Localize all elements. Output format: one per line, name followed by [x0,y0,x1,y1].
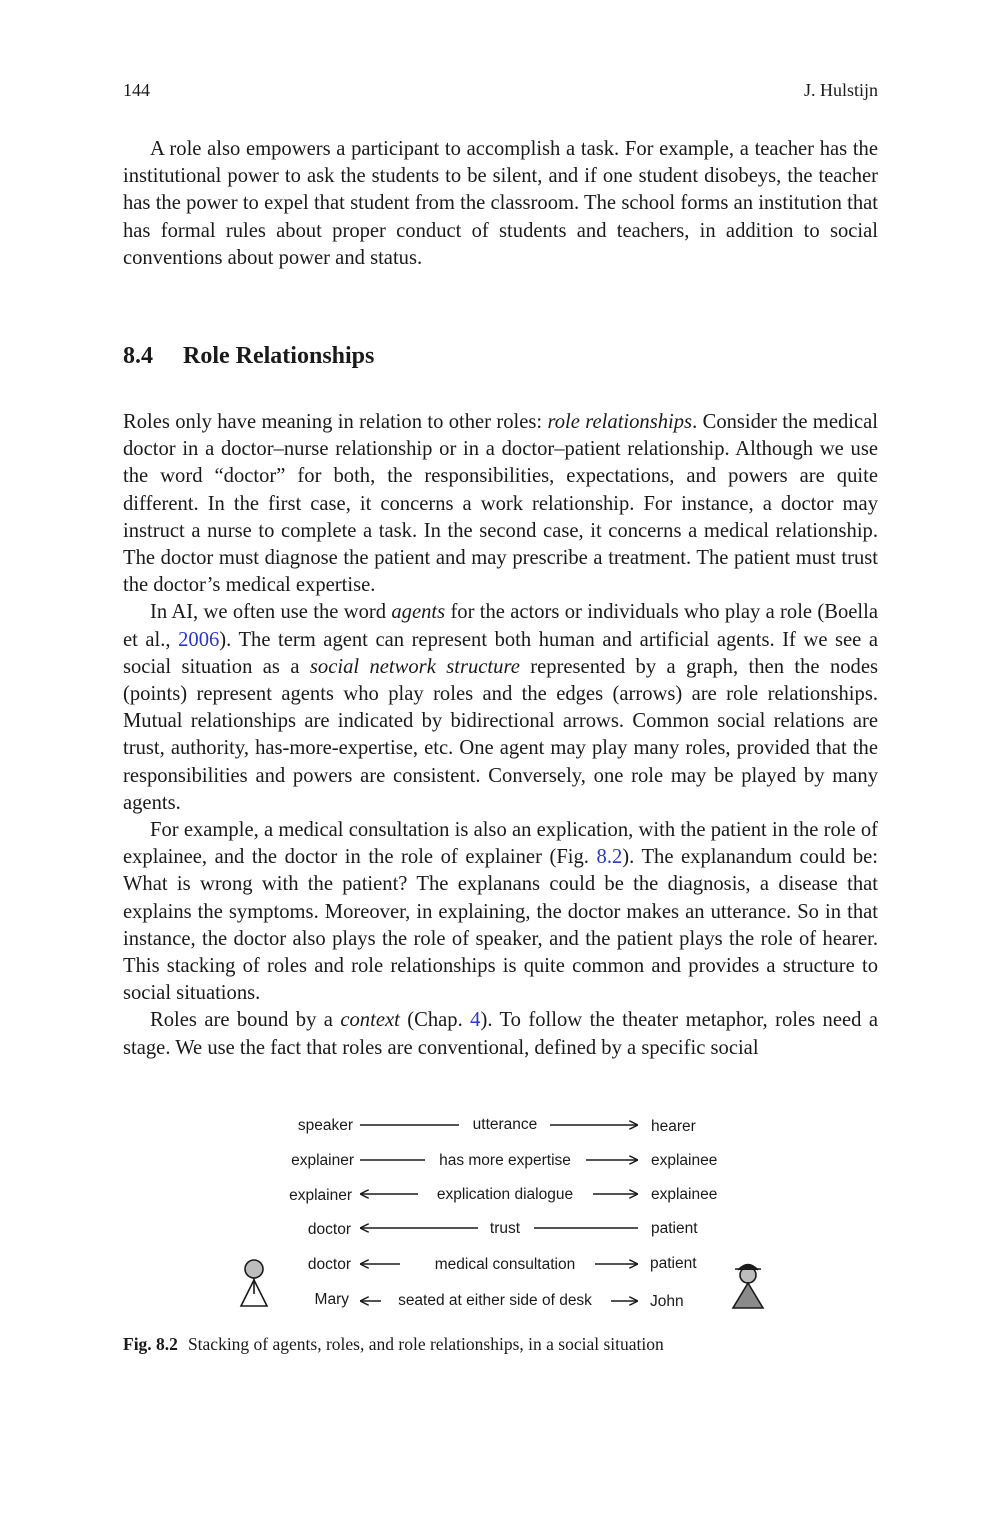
paragraph-1: Roles only have meaning in relation to other roles: role relationships. Consider the medical doctor in a doctor–nurse relationship or in a doctor–patient relationship. Although we use the word “doctor” for both, the responsibilities, expectations, and powers are quite different. In the first case, it concerns a work relationship. For instance, a doctor may instruct a nurse to complete a task. In the second case, it concerns a medical relationship. The doctor must diagnose the patient and may prescribe a treatment. The patient must trust the doctor’s medical expertise. [123,411,878,597]
person-with-hat-icon [733,1265,763,1309]
page-number: 144 [123,80,150,100]
emphasis-context: context [340,1009,400,1032]
running-header-author: J. Hulstijn [803,80,878,100]
row-6-right-agent: John [650,1293,684,1310]
person-icon [241,1260,267,1306]
row-4-right-role: patient [651,1220,698,1237]
figure-caption [123,1334,664,1355]
row-3-right-role: explainee [651,1186,718,1203]
emphasis-social-network-structure: social network structure [309,655,520,678]
row-3-left-role: explainer [289,1187,352,1204]
row-6-left-agent: Mary [314,1291,349,1308]
row-5-relation: medical consultation [434,1256,576,1273]
intro-paragraph: A role also empowers a participant to accomplish a task. For example, a teacher has the institutional power to ask the students to be silent, and if one student disobeys, the teacher has the power to expel that student from the classroom. The school forms an institution that has formal rules about proper conduct of students and teachers, in addition to social conventions about power and status. [123,138,878,269]
figure-caption-label: Fig. 8.2 [123,1334,178,1354]
row-3-relation: explication dialogue [436,1186,574,1203]
row-5-right-role: patient [650,1255,697,1272]
row-2-left-role: explainer [291,1152,354,1169]
row-2-right-role: explainee [651,1152,718,1169]
paragraph-2: In AI, we often use the word agents for the actors or individuals who play a role (Boella et al., 2006). The term agent can represent both human and artificial agents. If we see a social situation as a social network structure represented by a graph, then the nodes (points) represent agents who play roles and the edges (arrows) are role relationships. Mutual relationships are indicated by bidirectional arrows. Common social relations are trust, authority, has-more-expertise, etc. One agent may play many roles, provided that the responsibilities and powers are consistent. Conversely, one role may be played by many agents. [123,601,879,814]
row-5-left-role: doctor [307,1256,351,1273]
row-6-relation: seated at either side of desk [398,1292,592,1309]
paragraph-4: Roles are bound by a context (Chap. 4). To follow the theater metaphor, roles need a stage. We use the fact that roles are conventional, defined by a specific social [123,1009,878,1059]
paragraph-3: For example, a medical consultation is also an explication, with the patient in the role of explainee, and the doctor in the role of explainer (Fig. 8.2). The explanandum could be: What is wrong with the patient? The explanans could be the diagnosis, a disease that explains the symptoms. Moreover, in explaining, the doctor makes an utterance. So in that instance, the doctor also plays the role of speaker, and the patient plays the role of hearer. This stacking of roles and role relationships is quite common and provides a structure to social situations. [123,819,878,1005]
section-heading [123,343,374,370]
row-4-left-role: doctor [307,1221,351,1238]
row-2-relation: has more expertise [439,1152,571,1169]
emphasis-agents: agents [391,601,446,624]
row-4-relation: trust [489,1220,521,1237]
section-title: Role Relationships [183,343,375,369]
figure-role-stacking [230,1098,770,1323]
intro-paragraph-block [123,136,878,272]
row-1-relation: utterance [472,1116,538,1133]
row-1-left-role: speaker [297,1117,353,1134]
section-number: 8.4 [123,343,153,369]
figure-link-8-2[interactable]: 8.2 [596,846,623,869]
emphasis-role-relationships: role relationships [547,411,693,433]
chapter-link-4[interactable]: 4 [470,1009,481,1032]
figure-diagram [230,1098,770,1323]
row-1-right-role: hearer [651,1118,696,1135]
citation-link-2006[interactable]: 2006 [178,628,220,651]
figure-caption-text: Stacking of agents, roles, and role relationships, in a social situation [187,1334,664,1354]
section-body [123,409,878,1062]
